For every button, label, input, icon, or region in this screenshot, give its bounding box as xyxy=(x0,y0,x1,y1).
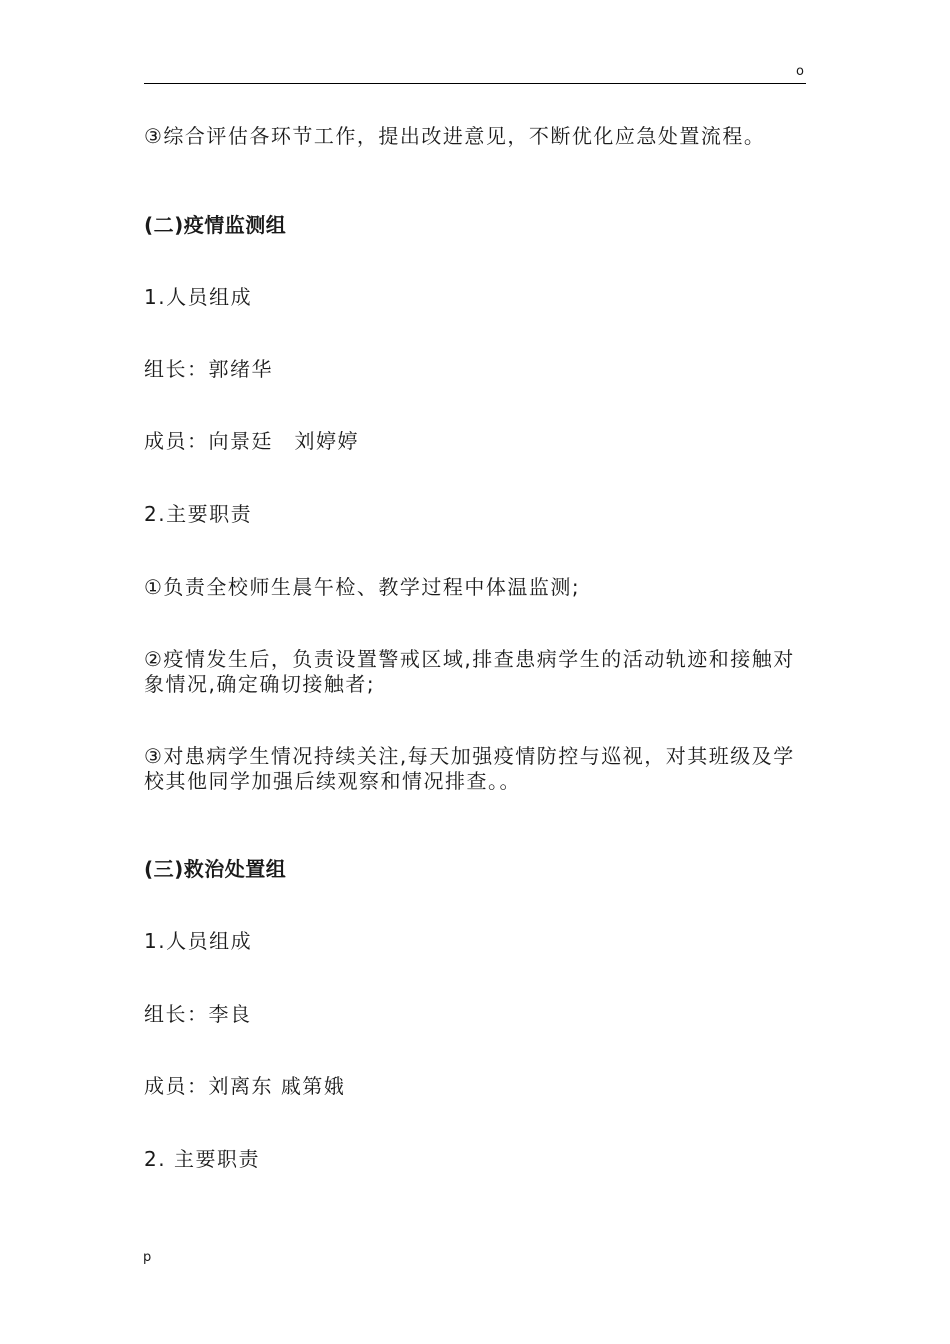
monitoring-duties-heading: 2.主要职责 xyxy=(144,502,253,526)
paragraph-optimize-process: ③综合评估各环节工作，提出改进意见，不断优化应急处置流程。 xyxy=(144,124,766,148)
header-rule xyxy=(144,83,806,84)
footer-mark: p xyxy=(143,1250,152,1265)
treatment-leader: 组长：李良 xyxy=(144,1002,252,1026)
monitoring-leader: 组长：郭绪华 xyxy=(144,357,273,381)
monitoring-members: 成员：向景廷 刘婷婷 xyxy=(144,429,359,453)
treatment-members-heading: 1.人员组成 xyxy=(144,929,253,953)
section-title-monitoring: (二)疫情监测组 xyxy=(144,213,287,237)
monitoring-duty-1: ①负责全校师生晨午检、教学过程中体温监测; xyxy=(144,575,581,599)
header-mark: o xyxy=(796,64,804,79)
monitoring-duty-2: ②疫情发生后，负责设置警戒区域,排查患病学生的活动轨迹和接触对象情况,确定确切接触者; xyxy=(144,647,795,696)
treatment-duties-heading: 2. 主要职责 xyxy=(144,1147,260,1171)
section-title-treatment: (三)救治处置组 xyxy=(144,857,287,881)
monitoring-members-heading: 1.人员组成 xyxy=(144,285,253,309)
monitoring-duty-3: ③对患病学生情况持续关注,每天加强疫情防控与巡视，对其班级及学校其他同学加强后续观察和情况排查。。 xyxy=(144,744,795,793)
treatment-members: 成员：刘离东 戚第娥 xyxy=(144,1074,346,1098)
